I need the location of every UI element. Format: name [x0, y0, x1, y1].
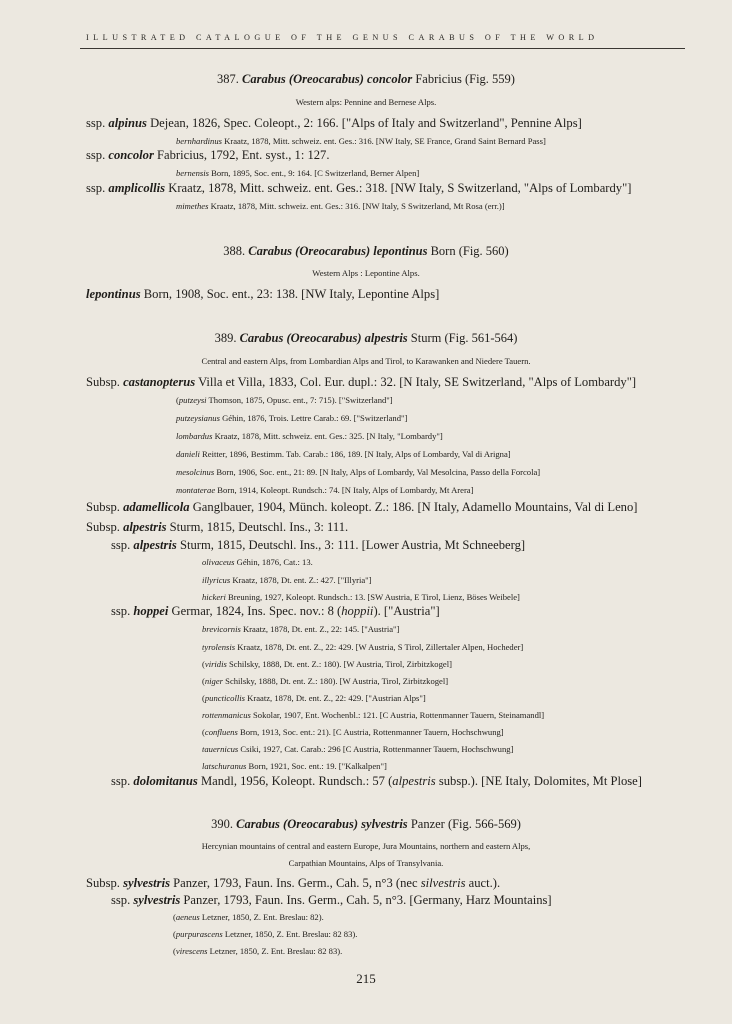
synonym-line: olivaceus Géhin, 1876, Cat.: 13.: [202, 557, 313, 567]
synonym-line: danieli Reitter, 1896, Bestimm. Tab. Carab.: 186, 189. [N Italy, Alps of Lombardy, Val di Arigna]: [176, 449, 511, 459]
ssp-line: ssp. sylvestris Panzer, 1793, Faun. Ins. Germ., Cah. 5, n°3. [Germany, Harz Mountains]: [111, 893, 552, 907]
synonym-line: illyricus Kraatz, 1878, Dt. ent. Z.: 427. ["Illyria"]: [202, 575, 372, 585]
synonym-line: bernensis Born, 1895, Soc. ent., 9: 164. [C Switzerland, Berner Alpen]: [176, 168, 420, 178]
synonym-line: mesolcinus Born, 1906, Soc. ent., 21: 89. [N Italy, Alps of Lombardy, Val Mesolcina, Passo della Forcola]: [176, 467, 541, 477]
subsp-line: Subsp. adamellicola Ganglbauer, 1904, Münch. koleopt. Z.: 186. [N Italy, Adamello Mountains, Val di Leno]: [86, 500, 638, 514]
synonym-line: bernhardinus Kraatz, 1878, Mitt. schweiz. ent. Ges.: 316. [NW Italy, SE France, Grand Saint Bernard Pass]: [176, 136, 546, 146]
subsp-line: Subsp. alpestris Sturm, 1815, Deutschl. Ins., 3: 111.: [86, 520, 349, 534]
ssp-line: ssp. dolomitanus Mandl, 1956, Koleopt. Rundsch.: 57 (alpestris subsp.). [NE Italy, Dolomites, Mt Plose]: [111, 774, 642, 788]
synonym-line: (purpurascens Letzner, 1850, Z. Ent. Breslau: 82 83).: [173, 929, 358, 939]
synonym-line: latschuranus Born, 1921, Soc. ent.: 19. ["Kalkalpen"]: [202, 761, 387, 771]
species-387-title: 387. Carabus (Oreocarabus) concolor Fabricius (Fig. 559): [217, 72, 515, 86]
species-388-title: 388. Carabus (Oreocarabus) lepontinus Born (Fig. 560): [223, 244, 509, 258]
header-rule: [80, 48, 685, 49]
synonym-line: (puncticollis Kraatz, 1878, Dt. ent. Z., 22: 429. ["Austrian Alps"]: [202, 693, 426, 703]
subsp-line: Subsp. castanopterus Villa et Villa, 1833, Col. Eur. dupl.: 32. [N Italy, SE Switzerland, "Alps of Lombardy"]: [86, 375, 637, 389]
ssp-line: ssp. concolor Fabricius, 1792, Ent. syst., 1: 127.: [86, 148, 330, 162]
species-390-title: 390. Carabus (Oreocarabus) sylvestris Panzer (Fig. 566-569): [211, 817, 521, 831]
species-388-distribution: Western Alps : Lepontine Alps.: [312, 268, 420, 278]
synonym-line: (aeneus Letzner, 1850, Z. Ent. Breslau: 82).: [173, 912, 324, 922]
ssp-line: ssp. amplicollis Kraatz, 1878, Mitt. schweiz. ent. Ges.: 318. [NW Italy, S Switzerland, "Alps of Lombardy"]: [86, 181, 632, 195]
species-389-title: 389. Carabus (Oreocarabus) alpestris Sturm (Fig. 561-564): [214, 331, 518, 345]
synonym-line: (niger Schilsky, 1888, Dt. ent. Z.: 180). [W Austria, Tirol, Zirbitzkogel]: [202, 676, 449, 686]
synonym-line: hickeri Breuning, 1927, Koleopt. Rundsch.: 13. [SW Austria, E Tirol, Lienz, Böses Weibele]: [202, 592, 520, 602]
synonym-line: lombardus Kraatz, 1878, Mitt. schweiz. ent. Ges.: 325. [N Italy, "Lombardy"]: [176, 431, 443, 441]
synonym-line: mimethes Kraatz, 1878, Mitt. schweiz. ent. Ges.: 316. [NW Italy, S Switzerland, Mt Rosa (err.)]: [176, 201, 505, 211]
ssp-line: ssp. hoppei Germar, 1824, Ins. Spec. nov.: 8 (hoppii). ["Austria"]: [111, 604, 440, 618]
synonym-line: rottenmanicus Sokolar, 1907, Ent. Wochenbl.: 121. [C Austria, Rottenmanner Tauern, Steinamandl]: [202, 710, 545, 720]
synonym-line: putzeysianus Géhin, 1876, Trois. Lettre Carab.: 69. ["Switzerland"]: [176, 413, 408, 423]
synonym-line: montaterae Born, 1914, Koleopt. Rundsch.: 74. [N Italy, Alps of Lombardy, Mt Arera]: [176, 485, 474, 495]
ssp-line: ssp. alpinus Dejean, 1826, Spec. Coleopt., 2: 166. ["Alps of Italy and Switzerland", Pennine Alps]: [86, 116, 582, 130]
ssp-line: lepontinus Born, 1908, Soc. ent., 23: 138. [NW Italy, Lepontine Alps]: [86, 287, 440, 301]
synonym-line: brevicornis Kraatz, 1878, Dt. ent. Z., 22: 145. ["Austria"]: [202, 624, 400, 634]
page-number: 215: [356, 971, 376, 986]
synonym-line: (viridis Schilsky, 1888, Dt. ent. Z.: 180). [W Austria, Tirol, Zirbitzkogel]: [202, 659, 452, 669]
synonym-line: tauernicus Csiki, 1927, Cat. Carab.: 296 [C Austria, Rottenmanner Tauern, Hochschwung]: [202, 744, 514, 754]
species-389-distribution: Central and eastern Alps, from Lombardian Alps and Tirol, to Karawanken and Niedere Tauern.: [201, 356, 531, 366]
synonym-line: tyrolensis Kraatz, 1878, Dt. ent. Z., 22: 429. [W Austria, S Tirol, Zillertaler Alpen, Hocheder]: [202, 642, 524, 652]
species-387-distribution: Western alps: Pennine and Bernese Alps.: [295, 97, 437, 107]
species-390-distribution: Carpathian Mountains, Alps of Transylvania.: [288, 858, 444, 868]
synonym-line: (virescens Letzner, 1850, Z. Ent. Breslau: 82 83).: [173, 946, 343, 956]
synonym-line: (putzeysi Thomson, 1875, Opusc. ent., 7: 715). ["Switzerland"]: [176, 395, 393, 405]
ssp-line: ssp. alpestris Sturm, 1815, Deutschl. Ins., 3: 111. [Lower Austria, Mt Schneeberg]: [111, 538, 526, 552]
subsp-line: Subsp. sylvestris Panzer, 1793, Faun. Ins. Germ., Cah. 5, n°3 (nec silvestris auct.).: [86, 876, 501, 890]
running-header: ILLUSTRATED CATALOGUE OF THE GENUS CARABUS OF THE WORLD: [86, 33, 599, 42]
synonym-line: (confluens Born, 1913, Soc. ent.: 21). [C Austria, Rottenmanner Tauern, Hochschwung]: [202, 727, 504, 737]
species-390-distribution: Hercynian mountains of central and eastern Europe, Jura Mountains, northern and eastern Alps,: [201, 841, 531, 851]
